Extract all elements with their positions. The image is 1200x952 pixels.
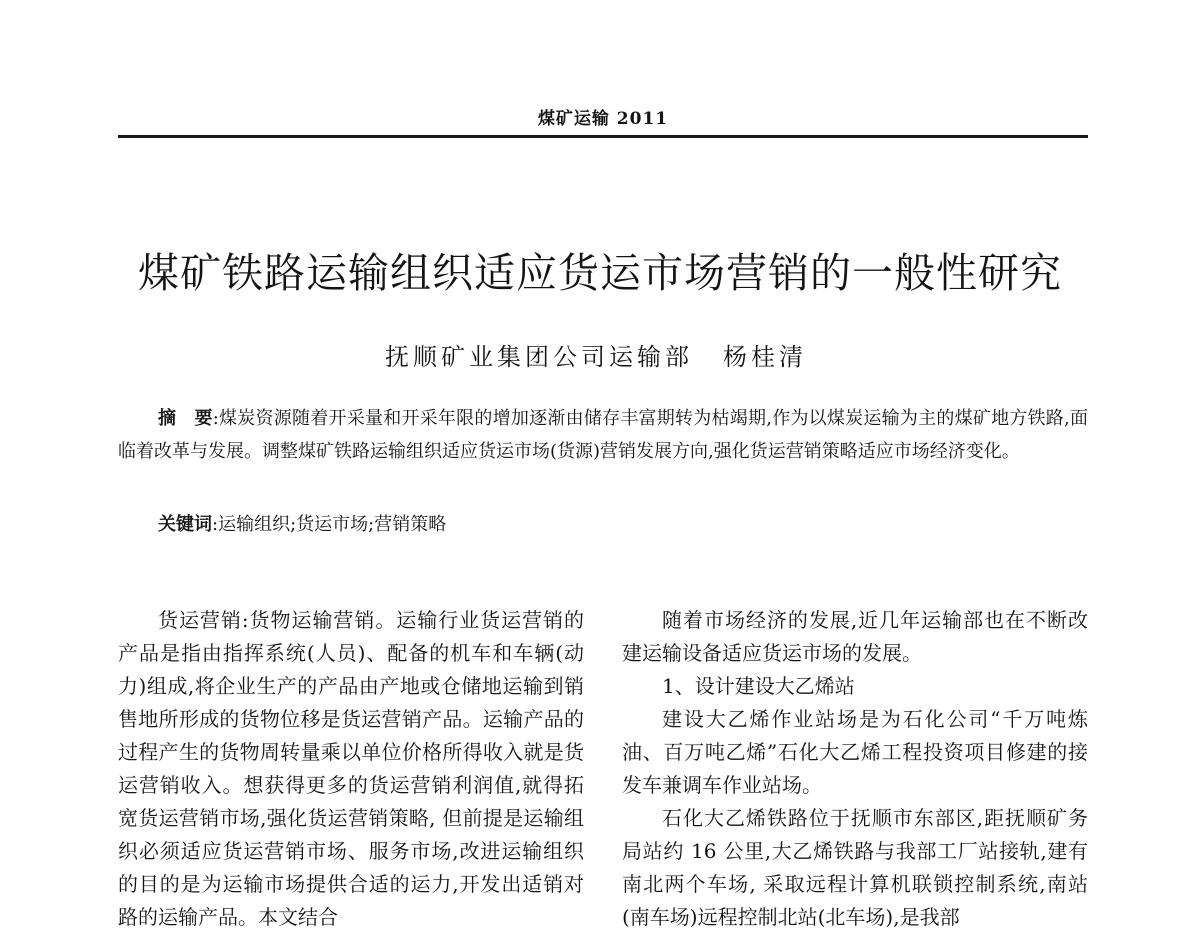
affiliation: 抚顺矿业集团公司运输部 xyxy=(385,343,693,371)
body-paragraph: 建设大乙烯作业站场是为石化公司“千万吨炼油、百万吨乙烯”石化大乙烯工程投资项目修建的接发车兼调车作业站场。 xyxy=(622,707,1088,797)
keywords-label: 关键词 xyxy=(158,514,212,535)
body-paragraph: 随着市场经济的发展,近几年运输部也在不断改建运输设备适应货运市场的发展。 xyxy=(622,608,1088,665)
author-line xyxy=(385,337,807,372)
running-header: 煤矿运输 2011 xyxy=(537,109,669,129)
body-paragraph: 石化大乙烯铁路位于抚顺市东部区,距抚顺矿务局站约 16 公里,大乙烯铁路与我部工厂站接轨,建有南北两个车场, 采取远程计算机联锁控制系统,南站(南车场)远程控制北站(北车场),是我部 xyxy=(622,806,1088,929)
abstract-label: 摘 要 xyxy=(158,408,213,429)
keywords xyxy=(158,510,446,540)
left-column xyxy=(118,604,584,934)
header-rule xyxy=(118,135,1088,138)
article-title: 煤矿铁路运输组织适应货运市场营销的一般性研究 xyxy=(138,249,1062,298)
section-heading: 1、设计建设大乙烯站 xyxy=(662,674,855,698)
keywords-text: :运输组织;货运市场;营销策略 xyxy=(212,514,447,535)
author-name: 杨桂清 xyxy=(723,343,807,371)
right-column xyxy=(622,604,1088,934)
body-paragraph: 货运营销:货物运输营销。运输行业货运营销的产品是指由指挥系统(人员)、配备的机车和车辆(动力)组成,将企业生产的产品由产地或仓储地运输到销售地所形成的货物位移是货运营销产品。运输产品的过程产生的货物周转量乘以单位价格所得收入就是货运营销收入。想获得更多的货运营销利润值,就得拓宽货运营销市场,强化货运营销策略, 但前提是运输组织必须适应货运营销市场、服务市场,改进运输组织的目的是为运输市场提供合适的运力,开发出适销对路的运输产品。本文结合 xyxy=(118,608,584,929)
abstract-text: :煤炭资源随着开采量和开采年限的增加逐渐由储存丰富期转为枯竭期,作为以煤炭运输为主的煤矿地方铁路,面临着改革与发展。调整煤矿铁路运输组织适应货运市场(货源)营销发展方向,强化货运营销策略适应市场经济变化。 xyxy=(118,408,1089,462)
abstract xyxy=(118,402,1088,468)
